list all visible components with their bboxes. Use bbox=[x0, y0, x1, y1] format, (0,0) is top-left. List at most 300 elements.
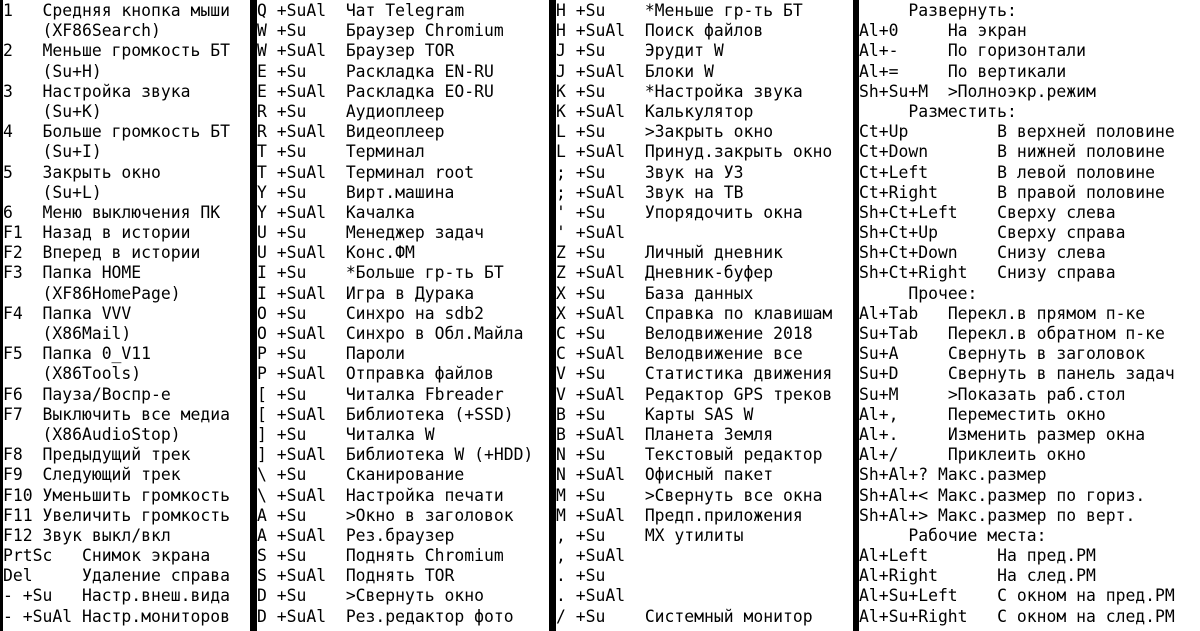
hotkey-row bbox=[859, 243, 1200, 263]
hotkey-key: / +Su bbox=[556, 606, 645, 626]
hotkey-action: Свернуть в заголовок bbox=[947, 344, 1146, 364]
hotkey-key: S +SuAl bbox=[257, 566, 346, 586]
hotkey-key: Z +SuAl bbox=[556, 263, 645, 283]
hotkey-action: Блоки W bbox=[644, 61, 714, 81]
hotkey-key: B +Su bbox=[556, 404, 645, 424]
hotkey-key: F8 bbox=[3, 445, 43, 465]
hotkey-key: Su+Tab bbox=[859, 324, 948, 343]
hotkey-action: Уменьшить громкость bbox=[42, 485, 230, 505]
hotkey-key: 3 bbox=[3, 81, 43, 101]
hotkey-row bbox=[3, 163, 250, 183]
hotkey-row bbox=[3, 344, 250, 364]
hotkey-key: 1 bbox=[3, 1, 43, 20]
hotkey-row bbox=[859, 506, 1200, 526]
hotkey-action: Макс.размер по гориз. bbox=[937, 485, 1146, 505]
hotkey-row bbox=[3, 243, 250, 263]
hotkey-action: По вертикали bbox=[947, 61, 1067, 81]
hotkey-action: Терминал root bbox=[345, 162, 475, 182]
hotkey-key: F2 bbox=[3, 243, 43, 263]
hotkey-key: [ +SuAl bbox=[257, 404, 346, 424]
hotkey-action: Вперед в истории bbox=[42, 243, 201, 263]
hotkey-action: Планета Земля bbox=[644, 424, 774, 444]
hotkey-row bbox=[556, 324, 853, 344]
hotkey-key: - +SuAl bbox=[3, 606, 82, 626]
hotkey-key bbox=[3, 21, 42, 40]
hotkey-row bbox=[3, 223, 250, 243]
hotkey-action: Статистика движения bbox=[644, 364, 833, 384]
hotkey-row bbox=[556, 102, 853, 122]
hotkey-row bbox=[3, 324, 250, 344]
hotkey-key bbox=[3, 102, 42, 121]
hotkey-key: D +SuAl bbox=[257, 606, 346, 626]
hotkey-key: P +Su bbox=[257, 344, 346, 364]
hotkey-row bbox=[257, 586, 549, 606]
hotkey-row bbox=[859, 324, 1200, 344]
hotkey-key: U +Su bbox=[257, 223, 346, 243]
hotkey-action: Настр.мониторов bbox=[81, 606, 230, 626]
hotkey-row bbox=[257, 21, 549, 41]
hotkey-action: Синхро в Обл.Майла bbox=[345, 324, 524, 343]
hotkey-key: X +SuAl bbox=[556, 303, 645, 323]
hotkey-action: Пароли bbox=[345, 344, 406, 364]
hotkey-key: ' +SuAl bbox=[556, 223, 645, 243]
hotkey-row bbox=[257, 445, 549, 465]
hotkey-key: Del bbox=[3, 566, 82, 586]
hotkey-row bbox=[257, 163, 549, 183]
hotkey-row bbox=[257, 364, 549, 384]
hotkey-action: С окном на пред.РМ bbox=[997, 586, 1175, 606]
hotkey-action: Папка 0_V11 bbox=[42, 344, 152, 364]
hotkey-row bbox=[859, 445, 1200, 465]
hotkey-row bbox=[859, 284, 1200, 304]
hotkey-row bbox=[3, 506, 250, 526]
hotkey-key bbox=[3, 364, 42, 383]
hotkey-row bbox=[257, 142, 549, 162]
hotkey-key: Al+, bbox=[859, 404, 948, 424]
hotkey-row bbox=[859, 142, 1200, 162]
hotkey-row bbox=[556, 62, 853, 82]
hotkey-row bbox=[257, 506, 549, 526]
hotkey-row bbox=[859, 546, 1200, 566]
hotkey-action: Библиотека (+SSD) bbox=[345, 404, 514, 424]
hotkey-action: Назад в истории bbox=[42, 223, 191, 243]
hotkey-key: ; +SuAl bbox=[556, 182, 645, 202]
hotkey-row bbox=[257, 41, 549, 61]
hotkey-action: *Меньше гр-ть БТ bbox=[644, 1, 803, 20]
hotkey-row bbox=[859, 405, 1200, 425]
hotkey-action: *Больше гр-ть БТ bbox=[345, 263, 504, 283]
hotkey-action: Предп.приложения bbox=[644, 505, 803, 525]
hotkey-action: (X86AudioStop) bbox=[42, 424, 181, 444]
hotkey-action: Сверху справа bbox=[997, 223, 1126, 243]
hotkey-row bbox=[859, 223, 1200, 243]
hotkey-action: Личный дневник bbox=[644, 243, 783, 263]
hotkey-row bbox=[257, 566, 549, 586]
hotkey-column-1 bbox=[3, 0, 250, 631]
hotkey-action: По горизонтали bbox=[947, 41, 1086, 61]
hotkey-action: Перекл.в обратном п-ке bbox=[947, 324, 1165, 343]
hotkey-key: N +Su bbox=[556, 445, 645, 465]
hotkey-key bbox=[859, 284, 908, 303]
hotkey-key: F5 bbox=[3, 344, 43, 364]
hotkey-row bbox=[859, 586, 1200, 606]
hotkey-action: Сверху слева bbox=[997, 202, 1116, 222]
hotkey-action: Карты SAS W bbox=[644, 404, 754, 424]
hotkey-key: V +SuAl bbox=[556, 384, 645, 404]
hotkey-row bbox=[556, 203, 853, 223]
hotkey-action: Пауза/Воспр-е bbox=[42, 384, 171, 404]
hotkey-action: (Su+K) bbox=[42, 101, 102, 121]
hotkey-key bbox=[3, 183, 42, 202]
hotkey-row bbox=[859, 344, 1200, 364]
hotkey-action: Перекл.в прямом п-ке bbox=[947, 303, 1146, 323]
hotkey-key: F10 bbox=[3, 485, 43, 505]
hotkey-action: (X86Mail) bbox=[42, 324, 132, 343]
hotkey-action: Синхро на sdb2 bbox=[345, 303, 484, 323]
hotkey-key: C +SuAl bbox=[556, 344, 645, 364]
hotkey-row bbox=[3, 304, 250, 324]
hotkey-row bbox=[859, 62, 1200, 82]
hotkey-row bbox=[859, 304, 1200, 324]
hotkey-row bbox=[859, 364, 1200, 384]
hotkey-action: Велодвижение все bbox=[644, 344, 803, 364]
hotkey-key: . +Su bbox=[556, 566, 645, 586]
hotkey-key: , +SuAl bbox=[556, 546, 645, 566]
hotkey-key: Al+Su+Right bbox=[859, 606, 998, 626]
hotkey-key bbox=[859, 1, 908, 20]
hotkey-action: Видеоплеер bbox=[345, 122, 445, 142]
hotkey-key: T +Su bbox=[257, 142, 346, 162]
hotkey-row bbox=[257, 243, 549, 263]
hotkey-action: Браузер TOR bbox=[345, 41, 455, 61]
hotkey-action: Игра в Дурака bbox=[345, 283, 475, 303]
hotkey-action: На след.РМ bbox=[997, 566, 1096, 586]
hotkey-row bbox=[257, 385, 549, 405]
hotkey-row bbox=[3, 142, 250, 162]
hotkey-action: База данных bbox=[644, 283, 754, 303]
hotkey-key: K +SuAl bbox=[556, 101, 645, 121]
hotkey-action: Макс.размер по верт. bbox=[937, 505, 1136, 525]
hotkey-row bbox=[859, 203, 1200, 223]
hotkey-key bbox=[3, 62, 42, 81]
hotkey-key: L +SuAl bbox=[556, 142, 645, 162]
hotkey-action: В левой половине bbox=[997, 162, 1156, 182]
hotkey-action: Терминал bbox=[345, 142, 425, 162]
hotkey-key: A +Su bbox=[257, 505, 346, 525]
hotkey-action: (XF86Search) bbox=[42, 21, 161, 41]
hotkey-row bbox=[556, 1, 853, 21]
hotkey-action: MX утилиты bbox=[644, 525, 744, 545]
hotkey-key: Al+0 bbox=[859, 21, 948, 41]
hotkey-key: . +SuAl bbox=[556, 586, 645, 606]
hotkey-key: S +Su bbox=[257, 546, 346, 566]
hotkey-key: T +SuAl bbox=[257, 162, 346, 182]
hotkey-action: Читалка W bbox=[345, 424, 435, 444]
hotkey-action: Переместить окно bbox=[947, 404, 1106, 424]
hotkey-action: (X86Tools) bbox=[42, 364, 142, 384]
hotkey-action: Раскладка EN-RU bbox=[345, 61, 494, 81]
hotkey-action: Свернуть в панель задач bbox=[947, 364, 1175, 384]
hotkey-key: \ +Su bbox=[257, 465, 346, 485]
hotkey-key: H +SuAl bbox=[556, 21, 645, 41]
hotkey-key: Y +Su bbox=[257, 182, 346, 202]
hotkey-key: Sh+Al+> bbox=[859, 505, 938, 525]
hotkey-action: >Окно в заголовок bbox=[345, 505, 514, 525]
hotkey-action: Настройка звука bbox=[42, 81, 191, 101]
hotkey-key: F12 bbox=[3, 525, 43, 545]
hotkey-key: Ct+Up bbox=[859, 122, 998, 142]
hotkey-key: Su+D bbox=[859, 364, 948, 384]
hotkey-row bbox=[859, 607, 1200, 627]
hotkey-action: Звук на УЗ bbox=[644, 162, 744, 182]
hotkey-action: Упорядочить окна bbox=[644, 202, 803, 222]
hotkey-action: >Показать раб.стол bbox=[947, 384, 1126, 404]
hotkey-row bbox=[556, 122, 853, 142]
hotkey-row bbox=[3, 385, 250, 405]
hotkey-action: Снизу справа bbox=[997, 263, 1116, 283]
hotkey-key: F7 bbox=[3, 404, 43, 424]
hotkey-action: Системный монитор bbox=[644, 606, 813, 626]
hotkey-key: 6 bbox=[3, 202, 43, 222]
hotkey-action: Предыдущий трек bbox=[42, 445, 191, 465]
hotkey-key: Sh+Al+? bbox=[859, 465, 938, 485]
hotkey-key: F6 bbox=[3, 384, 43, 404]
hotkey-key: X +Su bbox=[556, 283, 645, 303]
hotkey-key: J +Su bbox=[556, 41, 645, 61]
hotkey-action: Эрудит W bbox=[644, 41, 724, 61]
hotkey-row bbox=[556, 142, 853, 162]
hotkey-key: Al+Right bbox=[859, 566, 998, 586]
hotkey-action: Меню выключения ПК bbox=[42, 202, 221, 222]
hotkey-key: E +SuAl bbox=[257, 81, 346, 101]
hotkey-action: Офисный пакет bbox=[644, 465, 774, 485]
hotkey-action: Звук на ТВ bbox=[644, 182, 744, 202]
hotkey-key: R +SuAl bbox=[257, 122, 346, 142]
hotkey-row bbox=[257, 324, 549, 344]
hotkey-key: Al+= bbox=[859, 61, 948, 81]
hotkey-row bbox=[257, 304, 549, 324]
hotkey-key: ] +SuAl bbox=[257, 445, 346, 465]
hotkey-action: Увеличить громкость bbox=[42, 505, 230, 525]
hotkey-row bbox=[556, 546, 853, 566]
hotkey-action: Справка по клавишам bbox=[644, 303, 833, 323]
hotkey-action: Снизу слева bbox=[997, 243, 1106, 263]
hotkey-row bbox=[3, 82, 250, 102]
hotkey-key: W +Su bbox=[257, 21, 346, 41]
hotkey-action: Аудиоплеер bbox=[345, 101, 445, 121]
hotkey-action: Конс.ФМ bbox=[345, 243, 415, 263]
hotkey-row bbox=[859, 82, 1200, 102]
hotkey-key: D +Su bbox=[257, 586, 346, 606]
hotkey-row bbox=[257, 405, 549, 425]
hotkey-action: Настройка печати bbox=[345, 485, 504, 505]
hotkey-key: L +Su bbox=[556, 122, 645, 142]
hotkey-row bbox=[257, 607, 549, 627]
hotkey-key: Y +SuAl bbox=[257, 202, 346, 222]
hotkey-action: Следующий трек bbox=[42, 465, 181, 485]
hotkey-key: H +Su bbox=[556, 1, 645, 20]
hotkey-key: Al+Tab bbox=[859, 303, 948, 323]
hotkey-action: >Свернуть окно bbox=[345, 586, 484, 606]
hotkey-key bbox=[3, 142, 42, 161]
hotkey-row bbox=[3, 21, 250, 41]
hotkey-action: >Свернуть все окна bbox=[644, 485, 823, 505]
hotkey-key: I +SuAl bbox=[257, 283, 346, 303]
hotkey-action: Удаление справа bbox=[81, 566, 230, 586]
hotkey-row bbox=[556, 526, 853, 546]
hotkey-row bbox=[859, 465, 1200, 485]
hotkey-row bbox=[859, 163, 1200, 183]
hotkey-action: Менеджер задач bbox=[345, 223, 484, 243]
hotkey-action: Больше громкость БТ bbox=[42, 122, 230, 142]
hotkey-key: K +Su bbox=[556, 81, 645, 101]
hotkey-action: В верхней половине bbox=[997, 122, 1175, 142]
hotkey-key: N +SuAl bbox=[556, 465, 645, 485]
hotkey-action: (Su+H) bbox=[42, 61, 102, 81]
hotkey-row bbox=[257, 223, 549, 243]
hotkey-row bbox=[3, 526, 250, 546]
hotkey-row bbox=[556, 465, 853, 485]
hotkey-action: Приклеить окно bbox=[947, 445, 1086, 465]
hotkey-row bbox=[257, 486, 549, 506]
hotkey-action: >Закрыть окно bbox=[644, 122, 774, 142]
hotkey-row bbox=[556, 506, 853, 526]
hotkey-row bbox=[3, 263, 250, 283]
hotkey-key: - +Su bbox=[3, 586, 82, 606]
hotkey-row bbox=[556, 405, 853, 425]
hotkey-action: Велодвижение 2018 bbox=[644, 324, 813, 343]
hotkey-action: Поднять Chromium bbox=[345, 546, 504, 566]
hotkey-key: Al+Su+Left bbox=[859, 586, 998, 606]
hotkey-row bbox=[3, 102, 250, 122]
hotkey-row bbox=[859, 385, 1200, 405]
hotkey-row bbox=[859, 102, 1200, 122]
hotkey-key: Sh+Ct+Down bbox=[859, 243, 998, 263]
hotkey-action: Качалка bbox=[345, 202, 415, 222]
hotkey-row bbox=[257, 546, 549, 566]
hotkey-row bbox=[556, 223, 853, 243]
hotkey-row bbox=[3, 284, 250, 304]
hotkey-key: C +Su bbox=[556, 324, 645, 343]
hotkey-action: Звук выкл/вкл bbox=[42, 525, 171, 545]
hotkey-row bbox=[257, 82, 549, 102]
hotkey-key: Sh+Ct+Up bbox=[859, 223, 998, 243]
hotkey-action: С окном на след.РМ bbox=[997, 606, 1175, 626]
hotkey-row bbox=[556, 284, 853, 304]
hotkey-row bbox=[3, 566, 250, 586]
hotkey-key: Ct+Right bbox=[859, 182, 998, 202]
hotkey-action: Принуд.закрыть окно bbox=[644, 142, 833, 162]
hotkey-row bbox=[3, 546, 250, 566]
hotkey-action: Сканирование bbox=[345, 465, 465, 485]
hotkey-key: B +SuAl bbox=[556, 424, 645, 444]
hotkey-key: PrtSc bbox=[3, 546, 82, 566]
hotkey-row bbox=[556, 21, 853, 41]
hotkey-action: Закрыть окно bbox=[42, 162, 161, 182]
hotkey-action: Калькулятор bbox=[644, 101, 754, 121]
hotkey-key: Al+/ bbox=[859, 445, 948, 465]
hotkey-action: Разместить: bbox=[908, 101, 1017, 121]
hotkey-key: Sh+Al+< bbox=[859, 485, 938, 505]
hotkey-row bbox=[257, 263, 549, 283]
hotkey-row bbox=[859, 263, 1200, 283]
hotkey-action: Рабочие места: bbox=[908, 525, 1047, 545]
hotkey-row bbox=[556, 183, 853, 203]
hotkey-key: M +Su bbox=[556, 485, 645, 505]
hotkey-row bbox=[3, 445, 250, 465]
hotkey-row bbox=[556, 486, 853, 506]
hotkey-action: (Su+I) bbox=[42, 142, 102, 162]
hotkey-key: Sh+Su+M bbox=[859, 81, 948, 101]
hotkey-action: На пред.РМ bbox=[997, 546, 1096, 566]
hotkey-key: Ct+Left bbox=[859, 162, 998, 182]
hotkey-row bbox=[3, 586, 250, 606]
hotkey-key: F9 bbox=[3, 465, 43, 485]
hotkey-action: Настр.внеш.вида bbox=[81, 586, 230, 606]
hotkey-row bbox=[3, 41, 250, 61]
hotkey-row bbox=[3, 364, 250, 384]
hotkey-key bbox=[859, 526, 908, 545]
hotkey-key: U +SuAl bbox=[257, 243, 346, 263]
hotkey-action: Рез.редактор фото bbox=[345, 606, 514, 626]
hotkey-key: Al+. bbox=[859, 424, 948, 444]
hotkey-key: Q +SuAl bbox=[257, 1, 346, 20]
hotkey-row bbox=[257, 1, 549, 21]
hotkey-action: Средняя кнопка мыши bbox=[42, 1, 230, 20]
hotkey-key: Al+Left bbox=[859, 546, 998, 566]
hotkey-row bbox=[556, 607, 853, 627]
hotkey-row bbox=[3, 486, 250, 506]
hotkey-row bbox=[859, 486, 1200, 506]
hotkey-column-2 bbox=[257, 0, 549, 631]
hotkey-action: В правой половине bbox=[997, 182, 1165, 202]
hotkey-row bbox=[556, 304, 853, 324]
hotkey-action: Дневник-буфер bbox=[644, 263, 774, 283]
hotkey-key: W +SuAl bbox=[257, 41, 346, 61]
hotkey-key: F4 bbox=[3, 303, 43, 323]
hotkey-action: *Настройка звука bbox=[644, 81, 803, 101]
hotkey-key: 2 bbox=[3, 41, 43, 61]
hotkey-action: Рез.браузер bbox=[345, 525, 455, 545]
hotkey-column-4 bbox=[859, 0, 1200, 631]
hotkey-key: ' +Su bbox=[556, 202, 645, 222]
hotkey-key bbox=[3, 324, 42, 343]
hotkey-key: Al+- bbox=[859, 41, 948, 61]
hotkey-action: Папка VVV bbox=[42, 303, 132, 323]
hotkey-key: E +Su bbox=[257, 61, 346, 81]
hotkey-row bbox=[859, 122, 1200, 142]
hotkey-key: \ +SuAl bbox=[257, 485, 346, 505]
hotkey-action: >Полноэкр.режим bbox=[947, 81, 1096, 101]
hotkey-row bbox=[859, 425, 1200, 445]
hotkey-action: Отправка файлов bbox=[345, 364, 494, 384]
hotkey-action: Редактор GPS треков bbox=[644, 384, 833, 404]
hotkey-key bbox=[859, 102, 908, 121]
hotkey-key: O +SuAl bbox=[257, 324, 346, 343]
hotkey-key: 5 bbox=[3, 162, 43, 182]
hotkey-key: J +SuAl bbox=[556, 61, 645, 81]
hotkey-action: Раскладка EO-RU bbox=[345, 81, 494, 101]
hotkey-key: I +Su bbox=[257, 263, 346, 283]
hotkey-row bbox=[3, 405, 250, 425]
hotkey-row bbox=[556, 364, 853, 384]
hotkey-row bbox=[257, 425, 549, 445]
hotkey-action: Папка HOME bbox=[42, 263, 142, 283]
hotkey-row bbox=[3, 607, 250, 627]
hotkey-row bbox=[859, 566, 1200, 586]
hotkey-action: Читалка Fbreader bbox=[345, 384, 504, 404]
hotkey-key: O +Su bbox=[257, 303, 346, 323]
